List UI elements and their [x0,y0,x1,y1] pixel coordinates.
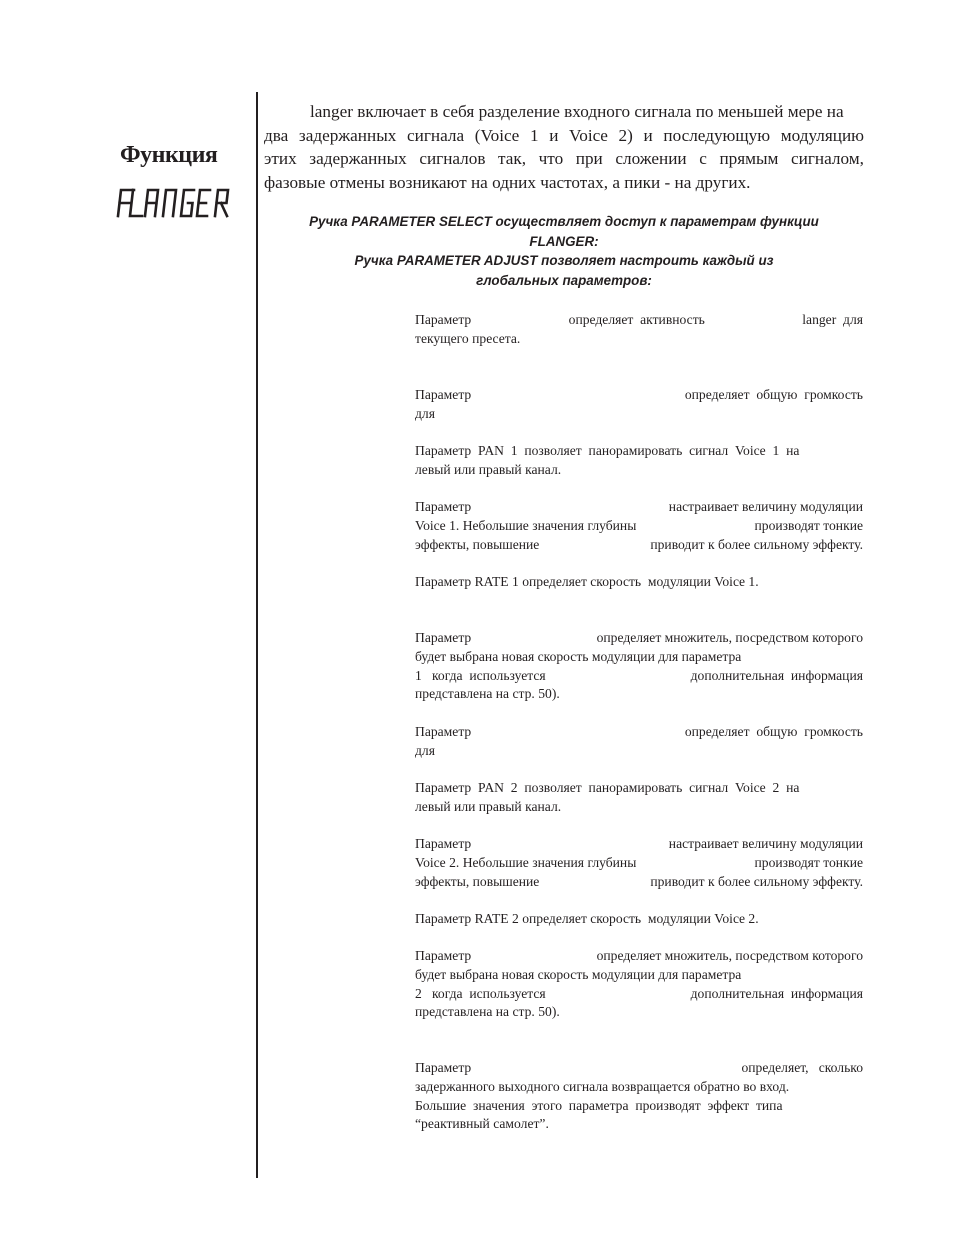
text-segment: для [415,405,435,421]
text-segment: настраивает величину модуляции [668,499,863,514]
text-segment: Большие значения этого параметра производят эффект типа [415,1097,783,1113]
text-segment: дополнительная информация [690,667,863,683]
text-segment: левый или правый канал. [415,461,562,477]
parameter-description [415,723,863,761]
text-segment: Параметр PAN 1 позволяет панорамировать сигнал Voice 1 на [415,443,800,458]
text-segment: будет выбрана новая скорость модуляции для параметра [415,648,742,664]
text-segment: Voice 1. Небольшие значения глубины [415,517,637,533]
text-segment: Параметр [415,1060,472,1075]
text-line [415,405,863,424]
text-segment: определяет общую громкость [684,387,863,402]
text-line [415,311,863,330]
section-title: Функция [120,142,218,168]
text-segment: что [538,149,564,168]
text-segment: настраивает величину модуляции [668,836,863,851]
parameter-description [415,947,863,1022]
text-segment: этих [264,149,297,168]
text-segment: Параметр [415,836,472,851]
text-segment: прямым [719,149,779,168]
note-line: Ручка PARAMETER SELECT осуществляет доступ к параметрам функции [309,214,819,229]
text-line [415,1059,863,1078]
note-line: глобальных параметров: [476,272,652,288]
text-segment: Параметр [415,724,472,739]
parameter-description [415,779,863,817]
parameter-description [415,498,863,554]
text-line [415,798,863,817]
parameter-description [415,629,863,704]
text-line [415,648,863,667]
text-line [415,985,863,1004]
note-line: FLANGER: [529,233,599,249]
text-segment: Параметр [415,312,472,327]
text-segment: эффекты, повышение [415,873,540,889]
note-line: Ручка PARAMETER ADJUST позволяет настроить каждый из [354,253,774,268]
text-line [415,779,863,798]
text-line [415,873,863,892]
text-segment: Параметр [415,630,472,645]
text-segment: будет выбрана новая скорость модуляции для параметра [415,966,742,982]
text-segment: langer включает в себя разделение входного сигнала по меньшей мере на [310,102,844,121]
text-line [415,1115,863,1134]
text-line [415,330,863,349]
text-line [264,100,864,124]
text-segment: 1 когда используется [415,667,546,683]
text-segment: для [415,742,435,758]
text-segment: Voice [569,125,608,145]
text-segment: и [549,125,559,145]
text-segment: “реактивный самолет”. [415,1116,549,1132]
text-segment: два [264,125,289,145]
text-segment: и [643,125,653,145]
text-line [415,498,863,517]
text-segment: левый или правый канал. [415,798,562,814]
text-line [415,723,863,742]
text-segment: определяет, сколько [741,1060,863,1075]
text-line [415,685,863,704]
text-segment: фазовые отмены возникают на одних частотах, а пики - на других. [264,172,751,192]
text-line [415,386,863,405]
text-segment: Параметр [415,948,472,963]
text-line [415,742,863,761]
text-segment: 1 [529,125,539,145]
text-segment: 2) [618,125,633,145]
parameter-description [415,835,863,891]
text-segment: эффекты, повышение [415,536,540,552]
text-segment: текущего пресета. [415,330,521,346]
text-segment: langer для [802,312,863,327]
text-line [415,966,863,985]
text-line [264,147,864,171]
text-line [264,171,864,195]
text-segment: представлена на стр. 50). [415,686,560,702]
flanger-lcd-logo [112,186,236,220]
parameter-description [415,386,863,424]
text-segment: задержанных [298,125,397,145]
text-segment: определяет множитель, посредством которого [596,630,863,645]
text-segment: с [699,149,707,168]
text-segment: сигнала [407,125,465,145]
text-segment: сигналов [419,149,486,168]
vertical-divider [256,92,258,1178]
text-line [264,124,864,148]
text-segment: производят тонкие [754,854,863,870]
text-line [415,947,863,966]
text-segment: приводит к более сильному эффекту. [650,873,863,889]
text-line [415,667,863,686]
text-segment: представлена на стр. 50). [415,1004,560,1020]
parameter-description [415,442,863,480]
text-line [415,517,863,536]
text-line [415,1097,863,1116]
parameter-description [415,573,863,592]
text-segment: приводит к более сильному эффекту. [650,536,863,552]
text-segment: модуляцию [780,125,864,145]
text-line [415,1003,863,1022]
text-segment: Параметр RATE 2 определяет скорость модуляции Voice 2. [415,911,759,926]
text-segment: при [575,149,603,168]
intro-paragraph [264,100,864,194]
text-segment: сигналом, [791,149,864,168]
text-segment: определяет общую громкость [684,724,863,739]
knob-instructions [264,212,864,290]
text-line [415,1078,863,1097]
text-segment: Параметр [415,387,472,402]
text-segment: задержанного выходного сигнала возвращается обратно во вход. [415,1078,790,1094]
text-line [415,536,863,555]
text-segment: так, [498,149,527,168]
text-segment: дополнительная информация [690,985,863,1001]
parameter-description [415,1059,863,1134]
text-segment: Параметр RATE 1 определяет скорость модуляции Voice 1. [415,574,759,589]
text-segment: (Voice [474,125,520,145]
text-line [415,629,863,648]
text-segment: задержанных [309,149,407,168]
text-segment: Параметр [415,499,472,514]
text-line [415,854,863,873]
text-segment: Voice 2. Небольшие значения глубины [415,854,637,870]
parameter-description [415,910,863,929]
text-segment: Параметр PAN 2 позволяет панорамировать сигнал Voice 2 на [415,780,800,795]
text-line [415,461,863,480]
text-line [415,910,863,929]
text-segment: 2 когда используется [415,985,546,1001]
text-segment: последующую [663,125,771,145]
text-line [415,442,863,461]
text-line [415,573,863,592]
text-segment: определяет множитель, посредством которого [596,948,863,963]
parameter-description [415,311,863,349]
text-segment: производят тонкие [754,517,863,533]
text-segment: определяет активность [568,312,705,327]
text-segment: сложении [615,149,687,168]
text-line [415,835,863,854]
